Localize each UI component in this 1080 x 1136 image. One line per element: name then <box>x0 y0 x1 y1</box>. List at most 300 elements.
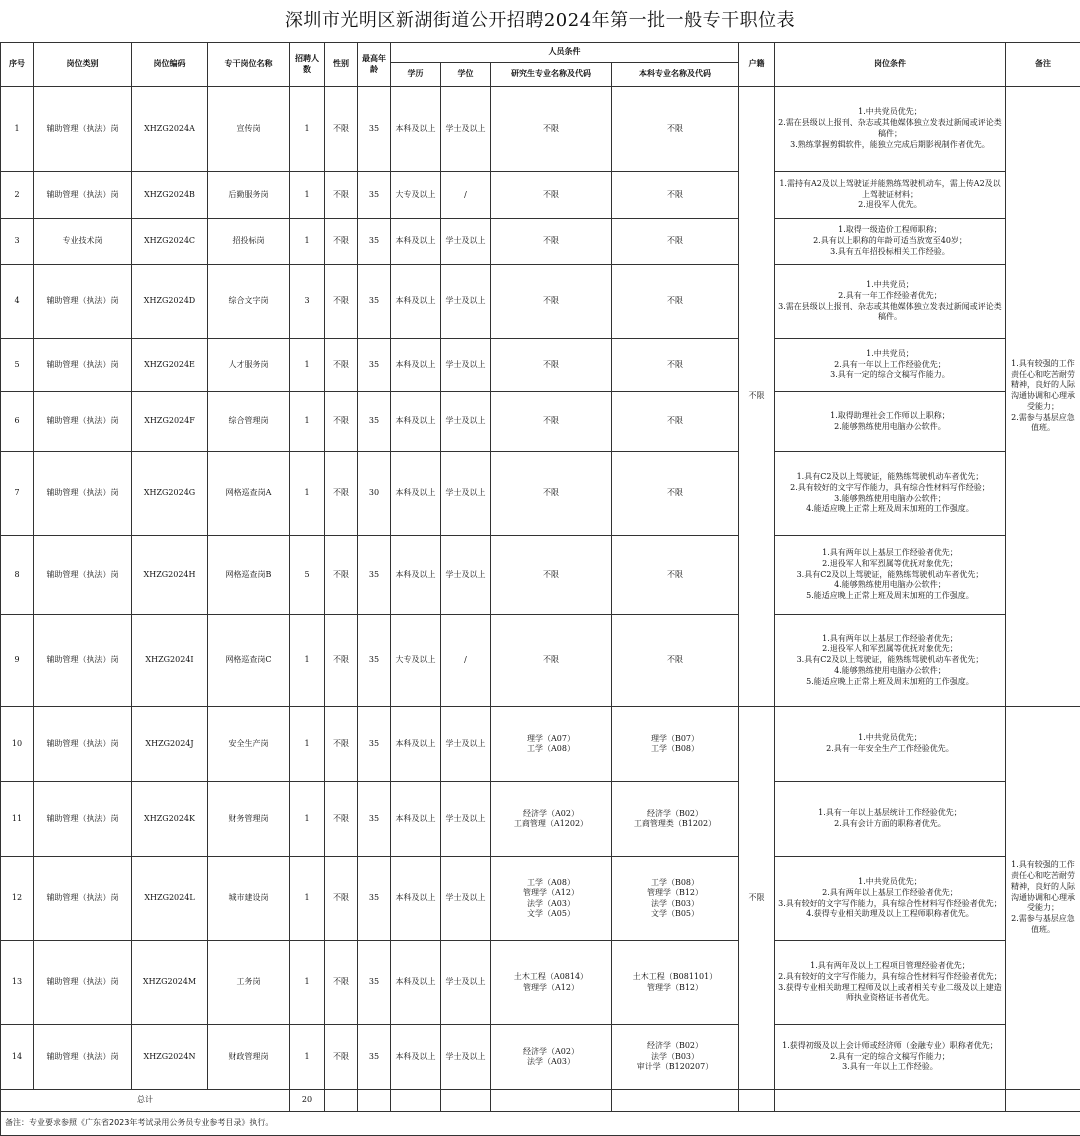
cell-ug-major <box>612 87 739 172</box>
cell-category: 辅助管理（执法）岗 <box>34 452 132 536</box>
cell-ug-major <box>612 707 739 782</box>
major-line: 理学（A07） <box>493 734 609 744</box>
major-line: 不限 <box>614 488 736 498</box>
position-table <box>0 42 1080 1136</box>
cell-remarks <box>1006 87 1080 707</box>
cell-gender: 不限 <box>325 1025 358 1090</box>
major-line: 法学（B03） <box>614 899 736 909</box>
condition-line: 3.获得专业相关助理工程师及以上或者相关专业二级及以上建造师执业资格证书者优先。 <box>777 983 1003 1005</box>
cell-name: 网格巡查岗B <box>208 536 290 615</box>
major-line: 理学（B07） <box>614 734 736 744</box>
major-line: 不限 <box>614 360 736 370</box>
cell-gender: 不限 <box>325 452 358 536</box>
cell-category: 辅助管理（执法）岗 <box>34 782 132 857</box>
document-title: 深圳市光明区新湖街道公开招聘2024年第一批一般专干职位表 <box>0 0 1080 42</box>
table-row <box>1 172 1080 219</box>
table-row <box>1 941 1080 1025</box>
cell-ug-major <box>612 536 739 615</box>
cell-grad-major <box>491 1025 612 1090</box>
major-line: 不限 <box>493 570 609 580</box>
cell-name: 工务岗 <box>208 941 290 1025</box>
condition-line: 1.具有C2及以上驾驶证，能熟练驾驶机动车者优先； <box>777 472 1003 483</box>
cell-conditions <box>775 392 1006 452</box>
header-personnel: 人员条件 <box>391 43 739 63</box>
cell-seq: 11 <box>1 782 34 857</box>
cell-degree: 学士及以上 <box>441 87 491 172</box>
cell-age: 35 <box>358 265 391 339</box>
cell-ug-major <box>612 615 739 707</box>
cell-seq: 7 <box>1 452 34 536</box>
cell-edu: 本科及以上 <box>391 339 441 392</box>
condition-line: 1.中共党员； <box>777 280 1003 291</box>
condition-line: 3.熟练掌握剪辑软件，能独立完成后期影视制作者优先。 <box>777 140 1003 151</box>
major-line: 不限 <box>614 236 736 246</box>
cell-degree: 学士及以上 <box>441 452 491 536</box>
cell-age: 35 <box>358 857 391 941</box>
condition-line: 3.具有较好的文字写作能力，具有综合性材料写作经验者优先； <box>777 899 1003 910</box>
table-row <box>1 452 1080 536</box>
cell-seq: 8 <box>1 536 34 615</box>
cell-seq: 9 <box>1 615 34 707</box>
cell-code: XHZG2024D <box>132 265 208 339</box>
major-line: 不限 <box>614 296 736 306</box>
cell-seq: 3 <box>1 219 34 265</box>
footer-row <box>1 1112 1080 1136</box>
cell-edu: 本科及以上 <box>391 536 441 615</box>
cell-edu: 本科及以上 <box>391 707 441 782</box>
condition-line: 2.退役军人和军烈属等优抚对象优先； <box>777 644 1003 655</box>
cell-name: 后勤服务岗 <box>208 172 290 219</box>
cell-degree: 学士及以上 <box>441 857 491 941</box>
cell-count: 1 <box>290 219 325 265</box>
total-value: 20 <box>290 1090 325 1112</box>
cell-degree: 学士及以上 <box>441 782 491 857</box>
cell-code: XHZG2024I <box>132 615 208 707</box>
major-line: 法学（A03） <box>493 899 609 909</box>
condition-line: 1.具有一年以上基层统计工作经验优先； <box>777 808 1003 819</box>
cell-gender: 不限 <box>325 536 358 615</box>
cell-age: 35 <box>358 172 391 219</box>
condition-line: 2.具有较好的文字写作能力，具有综合性材料写作经验者优先； <box>777 972 1003 983</box>
cell-edu: 本科及以上 <box>391 1025 441 1090</box>
cell-category: 辅助管理（执法）岗 <box>34 1025 132 1090</box>
table-row <box>1 392 1080 452</box>
cell-ug-major <box>612 172 739 219</box>
condition-line: 1.具有两年以上基层工作经验者优先； <box>777 634 1003 645</box>
cell-conditions <box>775 1025 1006 1090</box>
major-line: 法学（B03） <box>614 1052 736 1062</box>
major-line: 工学（B08） <box>614 744 736 754</box>
cell-age: 30 <box>358 452 391 536</box>
condition-line: 2.具有一年安全生产工作经验优先。 <box>777 744 1003 755</box>
table-row <box>1 782 1080 857</box>
cell-gender: 不限 <box>325 707 358 782</box>
cell-seq: 5 <box>1 339 34 392</box>
cell-code: XHZG2024C <box>132 219 208 265</box>
major-line: 工学（A08） <box>493 878 609 888</box>
major-line: 不限 <box>493 124 609 134</box>
cell-conditions <box>775 857 1006 941</box>
total-row <box>1 1090 1080 1112</box>
cell-count: 5 <box>290 536 325 615</box>
condition-line: 2.具有以上职称的年龄可适当放宽至40岁； <box>777 236 1003 247</box>
major-line: 经济学（A02） <box>493 809 609 819</box>
condition-line: 3.具有一定的综合文稿写作能力。 <box>777 370 1003 381</box>
cell-count: 1 <box>290 452 325 536</box>
major-line: 文学（B05） <box>614 909 736 919</box>
cell-count: 1 <box>290 392 325 452</box>
cell-category: 辅助管理（执法）岗 <box>34 172 132 219</box>
cell-category: 专业技术岗 <box>34 219 132 265</box>
cell-age: 35 <box>358 615 391 707</box>
cell-grad-major <box>491 265 612 339</box>
condition-line: 1.具有两年及以上工程项目管理经验者优先； <box>777 961 1003 972</box>
cell-edu: 本科及以上 <box>391 87 441 172</box>
cell-conditions <box>775 339 1006 392</box>
major-line: 土木工程（A0814） <box>493 972 609 982</box>
cell-edu: 大专及以上 <box>391 615 441 707</box>
cell-category: 辅助管理（执法）岗 <box>34 707 132 782</box>
cell-gender: 不限 <box>325 392 358 452</box>
major-line: 不限 <box>614 416 736 426</box>
header-age: 最高年龄 <box>358 43 391 87</box>
table-row <box>1 536 1080 615</box>
cell-conditions <box>775 265 1006 339</box>
condition-line: 2.具有一定的综合文稿写作能力； <box>777 1052 1003 1063</box>
cell-grad-major <box>491 857 612 941</box>
condition-line: 1.中共党员优先； <box>777 107 1003 118</box>
major-line: 不限 <box>614 124 736 134</box>
cell-name: 安全生产岗 <box>208 707 290 782</box>
cell-gender: 不限 <box>325 339 358 392</box>
cell-age: 35 <box>358 707 391 782</box>
cell-ug-major <box>612 941 739 1025</box>
cell-category: 辅助管理（执法）岗 <box>34 536 132 615</box>
cell-gender: 不限 <box>325 265 358 339</box>
condition-line: 4.能够熟练使用电脑办公软件； <box>777 666 1003 677</box>
condition-line: 4.能够熟练使用电脑办公软件； <box>777 580 1003 591</box>
cell-grad-major <box>491 452 612 536</box>
major-line: 不限 <box>493 360 609 370</box>
major-line: 不限 <box>614 655 736 665</box>
condition-line: 5.能适应晚上正常上班及周末加班的工作强度。 <box>777 677 1003 688</box>
cell-edu: 本科及以上 <box>391 782 441 857</box>
major-line: 土木工程（B081101） <box>614 972 736 982</box>
cell-degree: 学士及以上 <box>441 219 491 265</box>
cell-conditions <box>775 219 1006 265</box>
cell-degree: / <box>441 172 491 219</box>
cell-age: 35 <box>358 87 391 172</box>
condition-line: 1.需持有A2及以上驾驶证并能熟练驾驶机动车，需上传A2及以上驾驶证材料； <box>777 179 1003 201</box>
cell-name: 综合文字岗 <box>208 265 290 339</box>
table-row <box>1 615 1080 707</box>
cell-code: XHZG2024E <box>132 339 208 392</box>
cell-seq: 6 <box>1 392 34 452</box>
condition-line: 1.取得一级造价工程师职称； <box>777 225 1003 236</box>
cell-conditions <box>775 707 1006 782</box>
header-ug-major: 本科专业名称及代码 <box>612 63 739 87</box>
cell-edu: 本科及以上 <box>391 392 441 452</box>
major-line: 经济学（B02） <box>614 809 736 819</box>
cell-seq: 4 <box>1 265 34 339</box>
table-row <box>1 339 1080 392</box>
remark-line: 2.需参与基层应急值班。 <box>1008 914 1078 936</box>
cell-ug-major <box>612 219 739 265</box>
condition-line: 1.中共党员优先； <box>777 733 1003 744</box>
cell-remarks <box>1006 707 1080 1090</box>
cell-seq: 13 <box>1 941 34 1025</box>
condition-line: 2.具有较好的文字写作能力，具有综合性材料写作经验； <box>777 483 1003 494</box>
cell-code: XHZG2024F <box>132 392 208 452</box>
cell-degree: 学士及以上 <box>441 392 491 452</box>
cell-code: XHZG2024J <box>132 707 208 782</box>
condition-line: 3.具有一年以上工作经验。 <box>777 1062 1003 1073</box>
cell-conditions <box>775 536 1006 615</box>
major-line: 工商管理类（B1202） <box>614 819 736 829</box>
cell-seq: 14 <box>1 1025 34 1090</box>
table-row <box>1 219 1080 265</box>
total-label: 总计 <box>1 1090 290 1112</box>
cell-category: 辅助管理（执法）岗 <box>34 265 132 339</box>
table-row <box>1 87 1080 172</box>
major-line: 管理学（A12） <box>493 983 609 993</box>
cell-age: 35 <box>358 1025 391 1090</box>
remark-line: 1.具有较强的工作责任心和吃苦耐劳精神，良好的人际沟通协调和心理承受能力； <box>1008 860 1078 914</box>
cell-degree: 学士及以上 <box>441 707 491 782</box>
cell-edu: 本科及以上 <box>391 857 441 941</box>
cell-age: 35 <box>358 219 391 265</box>
cell-name: 财务管理岗 <box>208 782 290 857</box>
cell-code: XHZG2024K <box>132 782 208 857</box>
header-degree: 学位 <box>441 63 491 87</box>
condition-line: 4.获得专业相关助理及以上工程师职称者优先。 <box>777 909 1003 920</box>
major-line: 管理学（B12） <box>614 983 736 993</box>
cell-ug-major <box>612 452 739 536</box>
condition-line: 3.能够熟练使用电脑办公软件； <box>777 494 1003 505</box>
condition-line: 3.需在县级以上报刊、杂志或其他媒体独立发表过新闻或评论类稿件。 <box>777 302 1003 324</box>
table-row <box>1 265 1080 339</box>
cell-edu: 本科及以上 <box>391 452 441 536</box>
cell-name: 人才服务岗 <box>208 339 290 392</box>
major-line: 不限 <box>493 488 609 498</box>
condition-line: 2.能够熟练使用电脑办公软件。 <box>777 422 1003 433</box>
cell-count: 1 <box>290 707 325 782</box>
condition-line: 5.能适应晚上正常上班及周末加班的工作强度。 <box>777 591 1003 602</box>
cell-count: 1 <box>290 87 325 172</box>
cell-conditions <box>775 172 1006 219</box>
major-line: 管理学（B12） <box>614 888 736 898</box>
cell-count: 1 <box>290 339 325 392</box>
cell-degree: / <box>441 615 491 707</box>
cell-name: 网格巡查岗A <box>208 452 290 536</box>
condition-line: 2.需在县级以上报刊、杂志或其他媒体独立发表过新闻或评论类稿件； <box>777 118 1003 140</box>
major-line: 工学（B08） <box>614 878 736 888</box>
cell-conditions <box>775 615 1006 707</box>
major-line: 不限 <box>614 570 736 580</box>
major-line: 不限 <box>493 296 609 306</box>
header-seq: 序号 <box>1 43 34 87</box>
condition-line: 3.具有五年招投标相关工作经验。 <box>777 247 1003 258</box>
cell-grad-major <box>491 392 612 452</box>
cell-seq: 2 <box>1 172 34 219</box>
condition-line: 1.取得助理社会工作师以上职称； <box>777 411 1003 422</box>
cell-ug-major <box>612 857 739 941</box>
cell-degree: 学士及以上 <box>441 536 491 615</box>
header-edu: 学历 <box>391 63 441 87</box>
cell-count: 1 <box>290 1025 325 1090</box>
cell-conditions <box>775 782 1006 857</box>
cell-gender: 不限 <box>325 941 358 1025</box>
cell-code: XHZG2024B <box>132 172 208 219</box>
cell-hukou: 不限 <box>739 707 775 1090</box>
cell-edu: 本科及以上 <box>391 265 441 339</box>
condition-line: 4.能适应晚上正常上班及周末加班的工作强度。 <box>777 504 1003 515</box>
cell-ug-major <box>612 265 739 339</box>
cell-code: XHZG2024L <box>132 857 208 941</box>
header-code: 岗位编码 <box>132 43 208 87</box>
cell-category: 辅助管理（执法）岗 <box>34 339 132 392</box>
condition-line: 2.具有会计方面的职称者优先。 <box>777 819 1003 830</box>
major-line: 不限 <box>493 236 609 246</box>
cell-degree: 学士及以上 <box>441 265 491 339</box>
cell-category: 辅助管理（执法）岗 <box>34 615 132 707</box>
cell-count: 1 <box>290 782 325 857</box>
cell-grad-major <box>491 536 612 615</box>
remark-line: 1.具有较强的工作责任心和吃苦耐劳精神，良好的人际沟通协调和心理承受能力； <box>1008 359 1078 413</box>
major-line: 不限 <box>614 190 736 200</box>
cell-grad-major <box>491 615 612 707</box>
cell-name: 招投标岗 <box>208 219 290 265</box>
cell-category: 辅助管理（执法）岗 <box>34 392 132 452</box>
condition-line: 3.具有C2及以上驾驶证，能熟练驾驶机动车者优先； <box>777 655 1003 666</box>
cell-age: 35 <box>358 536 391 615</box>
condition-line: 1.获得初级及以上会计师或经济师（金融专业）职称者优先； <box>777 1041 1003 1052</box>
cell-category: 辅助管理（执法）岗 <box>34 941 132 1025</box>
cell-degree: 学士及以上 <box>441 1025 491 1090</box>
cell-name: 城市建设岗 <box>208 857 290 941</box>
cell-grad-major <box>491 941 612 1025</box>
cell-code: XHZG2024M <box>132 941 208 1025</box>
cell-gender: 不限 <box>325 782 358 857</box>
header-gender: 性别 <box>325 43 358 87</box>
header-remarks: 备注 <box>1006 43 1080 87</box>
major-line: 工学（A08） <box>493 744 609 754</box>
cell-count: 1 <box>290 857 325 941</box>
cell-conditions <box>775 452 1006 536</box>
header-category: 岗位类别 <box>34 43 132 87</box>
major-line: 法学（A03） <box>493 1057 609 1067</box>
cell-seq: 1 <box>1 87 34 172</box>
cell-count: 3 <box>290 265 325 339</box>
cell-age: 35 <box>358 339 391 392</box>
cell-count: 1 <box>290 941 325 1025</box>
cell-code: XHZG2024A <box>132 87 208 172</box>
cell-count: 1 <box>290 172 325 219</box>
condition-line: 3.具有C2及以上驾驶证，能熟练驾驶机动车者优先； <box>777 570 1003 581</box>
header-hukou: 户籍 <box>739 43 775 87</box>
cell-grad-major <box>491 219 612 265</box>
cell-grad-major <box>491 172 612 219</box>
table-row <box>1 1025 1080 1090</box>
cell-name: 网格巡查岗C <box>208 615 290 707</box>
cell-ug-major <box>612 782 739 857</box>
cell-ug-major <box>612 1025 739 1090</box>
cell-edu: 本科及以上 <box>391 219 441 265</box>
condition-line: 2.具有两年以上基层工作经验者优先； <box>777 888 1003 899</box>
cell-ug-major <box>612 339 739 392</box>
header-count: 招聘人数 <box>290 43 325 87</box>
condition-line: 1.中共党员； <box>777 349 1003 360</box>
cell-code: XHZG2024N <box>132 1025 208 1090</box>
cell-edu: 本科及以上 <box>391 941 441 1025</box>
major-line: 经济学（A02） <box>493 1047 609 1057</box>
cell-seq: 12 <box>1 857 34 941</box>
cell-category: 辅助管理（执法）岗 <box>34 87 132 172</box>
major-line: 工商管理（A1202） <box>493 819 609 829</box>
table-row <box>1 857 1080 941</box>
condition-line: 1.中共党员优先； <box>777 877 1003 888</box>
cell-degree: 学士及以上 <box>441 339 491 392</box>
cell-count: 1 <box>290 615 325 707</box>
cell-age: 35 <box>358 941 391 1025</box>
condition-line: 2.具有一年工作经验者优先； <box>777 291 1003 302</box>
major-line: 审计学（B120207） <box>614 1062 736 1072</box>
cell-hukou: 不限 <box>739 87 775 707</box>
cell-grad-major <box>491 87 612 172</box>
cell-gender: 不限 <box>325 87 358 172</box>
cell-gender: 不限 <box>325 172 358 219</box>
major-line: 不限 <box>493 190 609 200</box>
table-row <box>1 707 1080 782</box>
cell-name: 财政管理岗 <box>208 1025 290 1090</box>
cell-gender: 不限 <box>325 857 358 941</box>
cell-category: 辅助管理（执法）岗 <box>34 857 132 941</box>
cell-grad-major <box>491 707 612 782</box>
cell-gender: 不限 <box>325 219 358 265</box>
condition-line: 2.退役军人优先。 <box>777 200 1003 211</box>
header-grad-major: 研究生专业名称及代码 <box>491 63 612 87</box>
cell-conditions <box>775 941 1006 1025</box>
cell-code: XHZG2024H <box>132 536 208 615</box>
cell-degree: 学士及以上 <box>441 941 491 1025</box>
condition-line: 2.具有一年以上工作经验优先； <box>777 360 1003 371</box>
cell-name: 宣传岗 <box>208 87 290 172</box>
cell-conditions <box>775 87 1006 172</box>
major-line: 经济学（B02） <box>614 1041 736 1051</box>
cell-grad-major <box>491 339 612 392</box>
cell-seq: 10 <box>1 707 34 782</box>
cell-grad-major <box>491 782 612 857</box>
header-conditions: 岗位条件 <box>775 43 1006 87</box>
major-line: 不限 <box>493 655 609 665</box>
table-body <box>1 87 1080 1090</box>
major-line: 不限 <box>493 416 609 426</box>
condition-line: 1.具有两年以上基层工作经验者优先； <box>777 548 1003 559</box>
cell-name: 综合管理岗 <box>208 392 290 452</box>
cell-ug-major <box>612 392 739 452</box>
cell-code: XHZG2024G <box>132 452 208 536</box>
remark-line: 2.需参与基层应急值班。 <box>1008 413 1078 435</box>
cell-age: 35 <box>358 392 391 452</box>
footer-note: 备注：专业要求参照《广东省2023年考试录用公务员专业参考目录》执行。 <box>1 1112 1080 1136</box>
major-line: 管理学（A12） <box>493 888 609 898</box>
condition-line: 2.退役军人和军烈属等优抚对象优先； <box>777 559 1003 570</box>
cell-age: 35 <box>358 782 391 857</box>
cell-gender: 不限 <box>325 615 358 707</box>
cell-edu: 大专及以上 <box>391 172 441 219</box>
header-name: 专干岗位名称 <box>208 43 290 87</box>
major-line: 文学（A05） <box>493 909 609 919</box>
